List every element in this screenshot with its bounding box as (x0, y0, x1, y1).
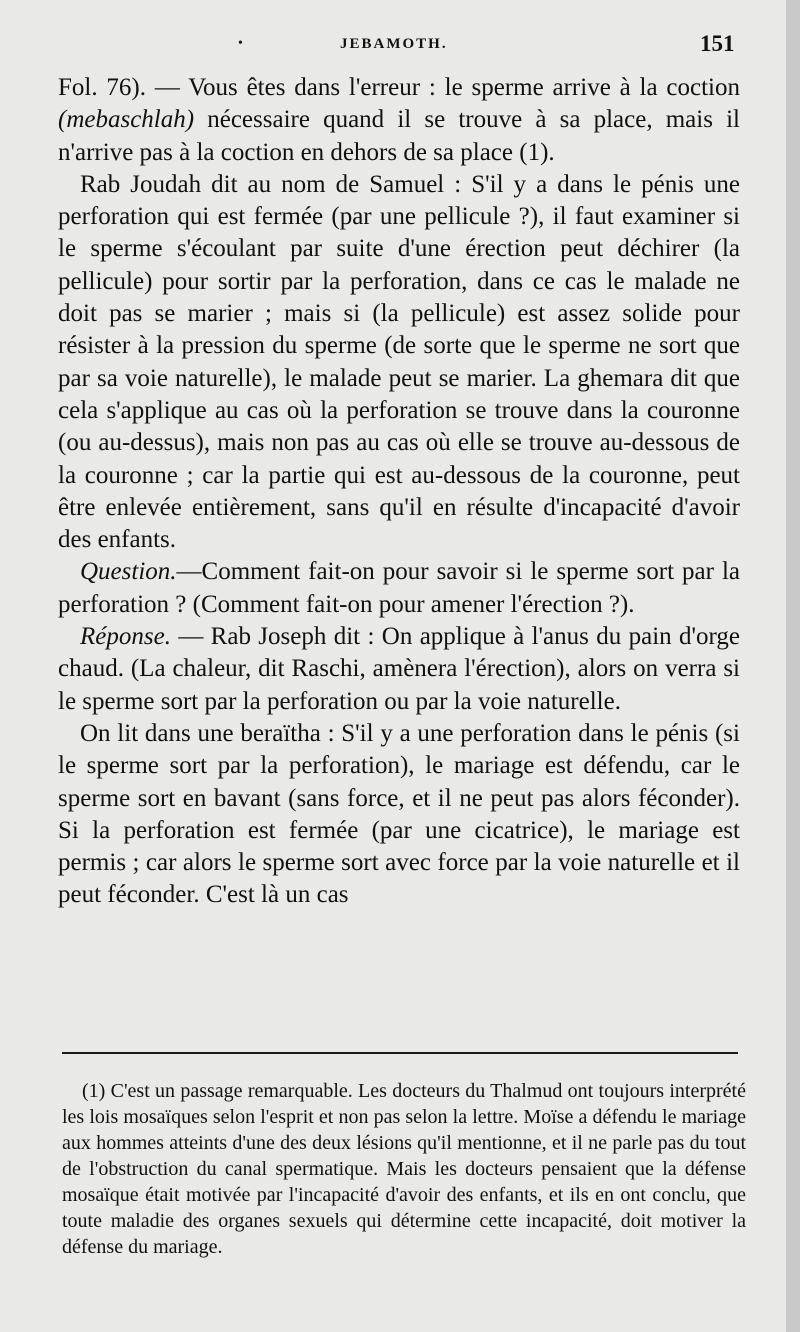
paragraph-1 (58, 72, 740, 169)
paragraph-emphasis: (mebaschlah) (58, 106, 195, 134)
paragraph-question (58, 556, 740, 621)
answer-label: Réponse. (80, 623, 171, 651)
footnote (62, 1078, 746, 1260)
page-edge (786, 0, 800, 1332)
main-text (58, 72, 740, 912)
footnote-text: (1) C'est un passage remarquable. Les docteurs du Thalmud ont toujours interprété les lois mosaïques selon l'esprit et non pas selon la lettre. Moïse a défendu le mariage aux hommes atteints d'une des deux lésions qu'il mentionne, et il ne parle pas du tout de l'obstruction du canal spermatique. Mais les docteurs pensaient que la défense mosaïque était motivée par l'incapacité d'avoir des enfants, et ils en ont conclu, que toute maladie des organes sexuels qui détermine cette incapacité, doit motiver la défense du mariage. (62, 1080, 746, 1258)
paragraph-text: —Comment fait-on pour savoir si le sperme sort par la perforation ? (Comment fait-on pour amener l'érection ?). (58, 558, 740, 618)
paragraph-text: — Rab Joseph dit : On applique à l'anus du pain d'orge chaud. (La chaleur, dit Raschi, amènera l'érection), alors on verra si le sperme sort par la perforation ou par la voie naturelle. (58, 623, 740, 715)
paragraph-answer (58, 621, 740, 718)
question-label: Question. (80, 558, 177, 586)
paragraph-text: Fol. 76). — Vous êtes dans l'erreur : le sperme arrive à la coction (58, 74, 740, 101)
header-ornament: • (238, 36, 243, 51)
running-title: JEBAMOTH. (340, 36, 448, 52)
paragraph-text: Rab Joudah dit au nom de Samuel : S'il y a dans le pénis une perforation qui est fermée (par une pellicule ?), il faut examiner si le sperme s'écoulant par suite d'une érection peut déchirer (la pellicule) pour sortir par la perforation, dans ce cas le malade ne doit pas se marier ; mais si (la pellicule) est assez solide pour résister à la pression du sperme (de sorte que le sperme ne sort que par sa voie naturelle), le malade peut se marier. La ghemara dit que cela s'applique au cas où la perforation se trouve dans la couronne (ou au-dessus), mais non pas au cas où elle se trouve au-dessous de la couronne ; car la partie qui est au-dessous de la couronne, peut être enlevée entièrement, sans qu'il en résulte d'incapacité d'avoir des enfants. (58, 170, 740, 554)
page-header (0, 31, 786, 60)
paragraph-text: On lit dans une beraïtha : S'il y a une perforation dans le pénis (si le sperme sort par la perforation), le mariage est défendu, car le sperme sort en bavant (sans force, et il ne peut pas alors féconder). Si la perforation est fermée (par une cicatrice), le mariage est permis ; car alors le sperme sort avec force par la voie naturelle et il peut féconder. C'est là un cas (58, 719, 740, 909)
footnote-rule (62, 1052, 738, 1054)
paragraph-2 (58, 169, 740, 557)
paragraph-5 (58, 718, 740, 912)
paragraph-text: nécessaire quand il se trouve à sa place, mais il n'arrive pas à la coction en dehors de sa place (1). (58, 106, 740, 166)
page-number: 151 (700, 31, 735, 56)
